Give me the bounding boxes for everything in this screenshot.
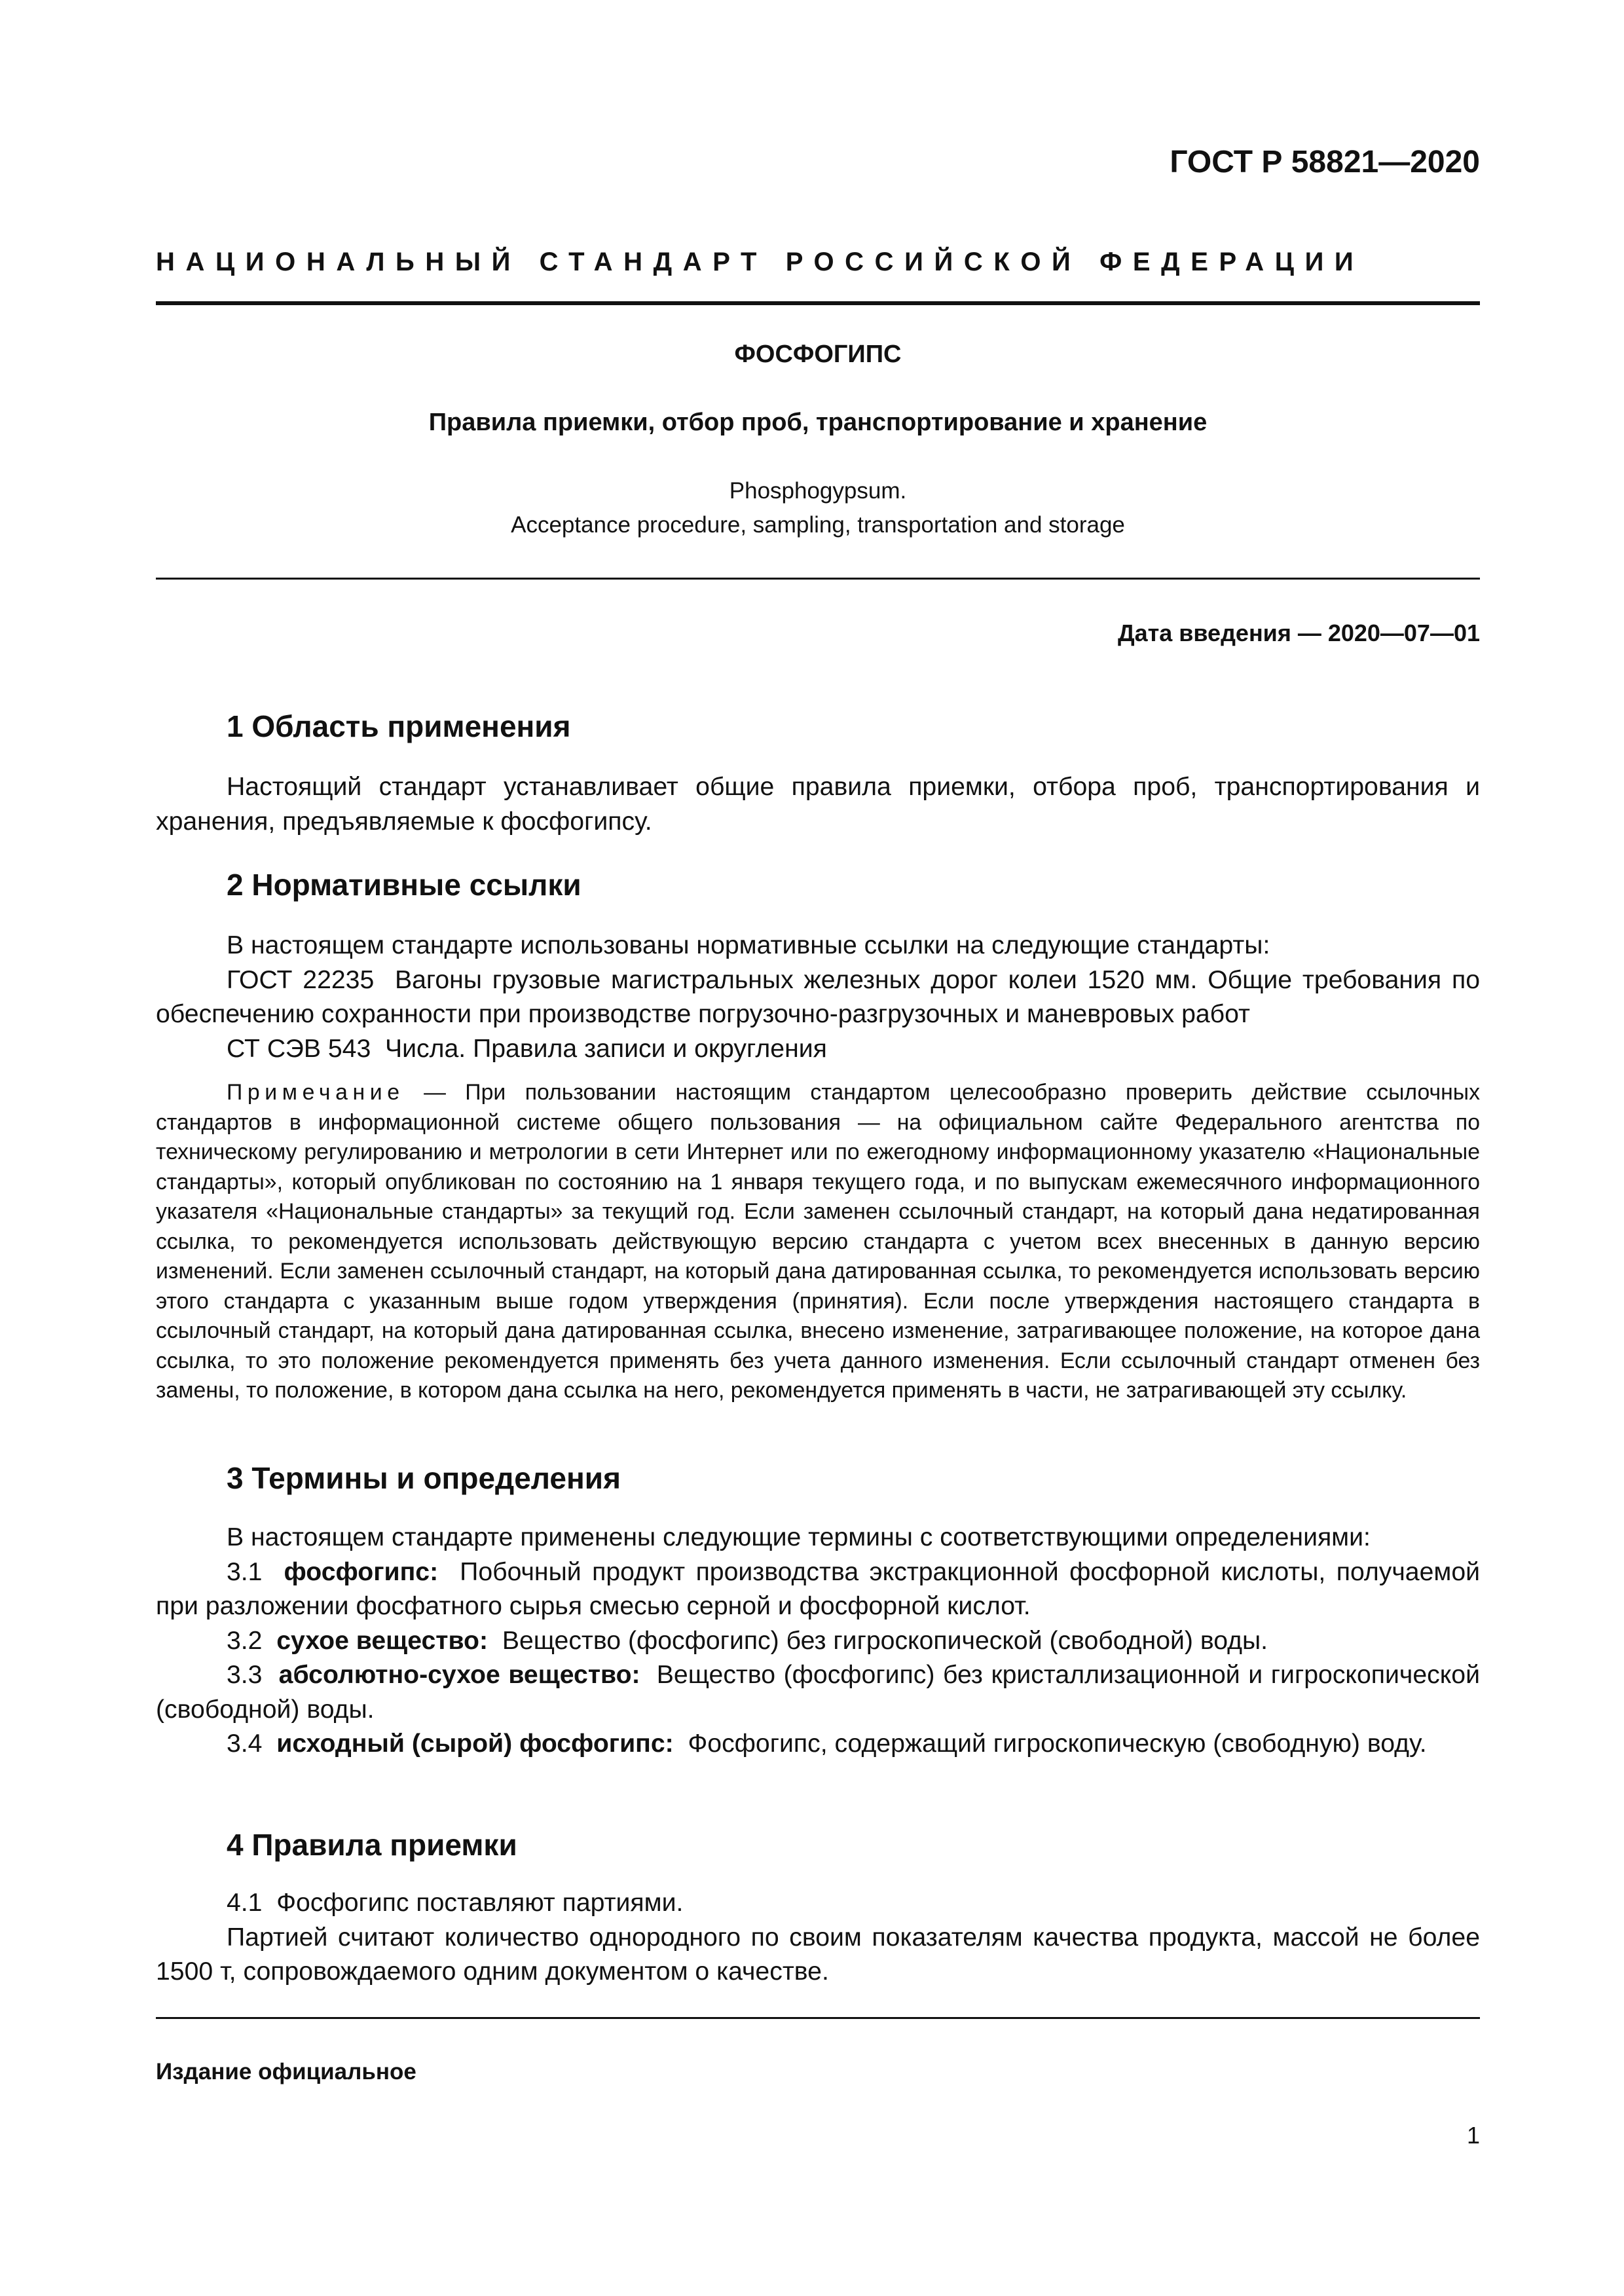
- section-4-body: [156, 1886, 1480, 1990]
- note-paragraph: [156, 1078, 1480, 1406]
- header-divider: [156, 301, 1480, 305]
- section-3-body: [156, 1521, 1480, 1762]
- term-number: 3.2: [227, 1626, 263, 1655]
- term-name: сухое вещество:: [276, 1626, 489, 1655]
- term-text: Вещество (фосфогипс) без гигроскопической (свободной) воды.: [502, 1626, 1268, 1655]
- term-definition: [156, 1727, 1480, 1762]
- term-definition: [156, 1624, 1480, 1659]
- section-3-intro: В настоящем стандарте применены следующие термины с соответствующими определениями:: [227, 1523, 1371, 1551]
- term-number: 3.4: [227, 1730, 263, 1758]
- document-title: ФОСФОГИПС: [734, 341, 902, 368]
- clause-number: 4.1: [227, 1889, 263, 1917]
- clause-4-1-paragraph: Партией считают количество однородного по своим показателям качества продукта, массой не более 1500 т, сопровождаемого одним документом о качестве.: [156, 1923, 1480, 1986]
- term-name: исходный (сырой) фосфогипс:: [276, 1730, 674, 1758]
- page-number: 1: [1466, 2122, 1480, 2149]
- term-name: фосфогипс:: [284, 1557, 439, 1586]
- section-3-heading: 3 Термины и определения: [227, 1461, 621, 1495]
- term-name: абсолютно-сухое вещество:: [278, 1661, 640, 1689]
- introduction-date: Дата введения — 2020—07—01: [1117, 620, 1480, 646]
- term-definition: [156, 1555, 1480, 1624]
- term-text: Побочный продукт производства экстракционной фосфорной кислоты, получаемой при разложении фосфатного сырья смесью серной и фосфорной кислот.: [156, 1557, 1481, 1620]
- english-title-line2: Acceptance procedure, sampling, transportation and storage: [511, 512, 1125, 538]
- reference-code: СТ СЭВ 543: [227, 1034, 371, 1063]
- term-number: 3.1: [227, 1557, 263, 1586]
- footer-divider: [156, 2017, 1480, 2019]
- section-2-body: [156, 929, 1480, 1066]
- section-4-heading: 4 Правила приемки: [227, 1828, 517, 1862]
- document-subtitle: Правила приемки, отбор проб, транспортирование и хранение: [428, 409, 1208, 436]
- reference-code: ГОСТ 22235: [227, 965, 375, 994]
- english-title-line1: Phosphogypsum.: [729, 478, 907, 504]
- gost-number: ГОСТ Р 58821—2020: [1170, 145, 1480, 179]
- note-label: Примечание: [227, 1080, 405, 1105]
- section-1-paragraph: Настоящий стандарт устанавливает общие правила приемки, отбора проб, транспортирования и хранения, предъявляемые к фосфогипсу.: [156, 773, 1480, 836]
- term-text: Вещество (фосфогипс) без кристаллизационной и гигроскопической (свободной) воды.: [156, 1661, 1480, 1724]
- section-1-body: [156, 770, 1480, 839]
- section-2-heading: 2 Нормативные ссылки: [227, 868, 581, 902]
- title-divider: [156, 578, 1480, 580]
- reference-st-sev-543: [156, 1032, 1480, 1067]
- reference-gost-22235: [156, 963, 1480, 1032]
- national-standard-banner: НАЦИОНАЛЬНЫЙ СТАНДАРТ РОССИЙСКОЙ ФЕДЕРАЦИИ: [156, 248, 1365, 276]
- term-text: Фосфогипс, содержащий гигроскопическую (свободную) воду.: [688, 1730, 1427, 1758]
- note-block: [156, 1078, 1480, 1406]
- clause-text: Фосфогипс поставляют партиями.: [276, 1889, 684, 1917]
- clause-4-1: [156, 1886, 1480, 1921]
- term-number: 3.3: [227, 1661, 263, 1689]
- reference-title: Вагоны грузовые магистральных железных дорог колеи 1520 мм. Общие требования по обеспечению сохранности при производстве погрузочно-разгрузочных и маневровых работ: [156, 965, 1481, 1028]
- reference-title: Числа. Правила записи и округления: [385, 1034, 827, 1063]
- section-1-heading: 1 Область применения: [227, 709, 571, 743]
- term-definition: [156, 1658, 1480, 1727]
- edition-label: Издание официальное: [156, 2059, 416, 2084]
- note-text: — При пользовании настоящим стандартом целесообразно проверить действие ссылочных стандартов в информационной системе общего пользования — на официальном сайте Федерального агентства по техническому регулированию и метрологии в сети Интернет или по ежегодному информационному указателю «Национальные стандарты», который опубликован по состоянию на 1 января текущего года, и по выпускам ежемесячного информационного указателя «Национальные стандарты» за текущий год. Если заменен ссылочный стандарт, на который дана недатированная ссылка, то рекомендуется использовать действующую версию стандарта с учетом всех внесенных в данную версию изменений. Если заменен ссылочный стандарт, на который дана датированная ссылка, то рекомендуется использовать версию этого стандарта с указанным выше годом утверждения (принятия). Если после утверждения настоящего стандарта в ссылочный стандарт, на который дана датированная ссылка, внесено изменение, затрагивающее положение, на которое дана ссылка, то это положение рекомендуется применять без учета данного изменения. Если ссылочный стандарт отменен без замены, то положение, в котором дана ссылка на него, рекомендуется применять в части, не затрагивающей эту ссылку.: [156, 1080, 1481, 1403]
- section-2-intro: В настоящем стандарте использованы нормативные ссылки на следующие стандарты:: [227, 931, 1270, 959]
